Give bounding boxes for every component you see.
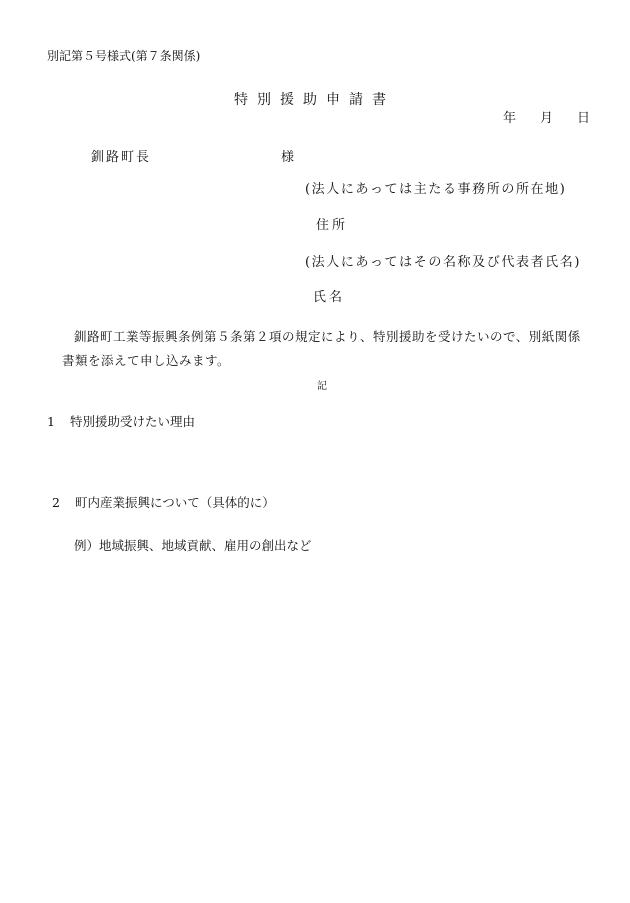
example-note: 例）地域振興、地域貢献、雇用の創出など	[74, 538, 312, 553]
application-statement-line1: 釧路町工業等振興条例第５条第２項の規定により、特別援助を受けたいので、別紙関係	[74, 329, 581, 344]
date-month-label: 月	[540, 111, 554, 126]
form-number: 別記第５号様式(第７条関係)	[47, 49, 201, 63]
item-label: 特別援助受けたい理由	[69, 414, 195, 429]
item-number: 1	[47, 414, 55, 429]
date-day-label: 日	[577, 111, 591, 126]
corporate-name-note: (法人にあってはその名称及び代表者氏名)	[305, 255, 582, 270]
date-year-label: 年	[503, 111, 517, 126]
date-line	[503, 112, 590, 125]
document-title: 特別援助申請書	[234, 92, 395, 108]
address-label: 住所	[316, 218, 349, 233]
addressee: 釧路町長	[91, 150, 152, 165]
application-statement-line2: 書類を添えて申し込みます。	[62, 353, 231, 368]
honorific: 様	[281, 150, 295, 165]
item-number: 2	[52, 495, 60, 510]
item-industry-promotion	[52, 497, 275, 510]
ki-marker: 記	[317, 381, 327, 392]
name-label: 氏名	[313, 290, 346, 305]
item-reason	[47, 416, 195, 429]
corporate-address-note: (法人にあっては主たる事務所の所在地)	[305, 182, 567, 197]
item-label: 町内産業振興について（具体的に）	[74, 495, 275, 510]
